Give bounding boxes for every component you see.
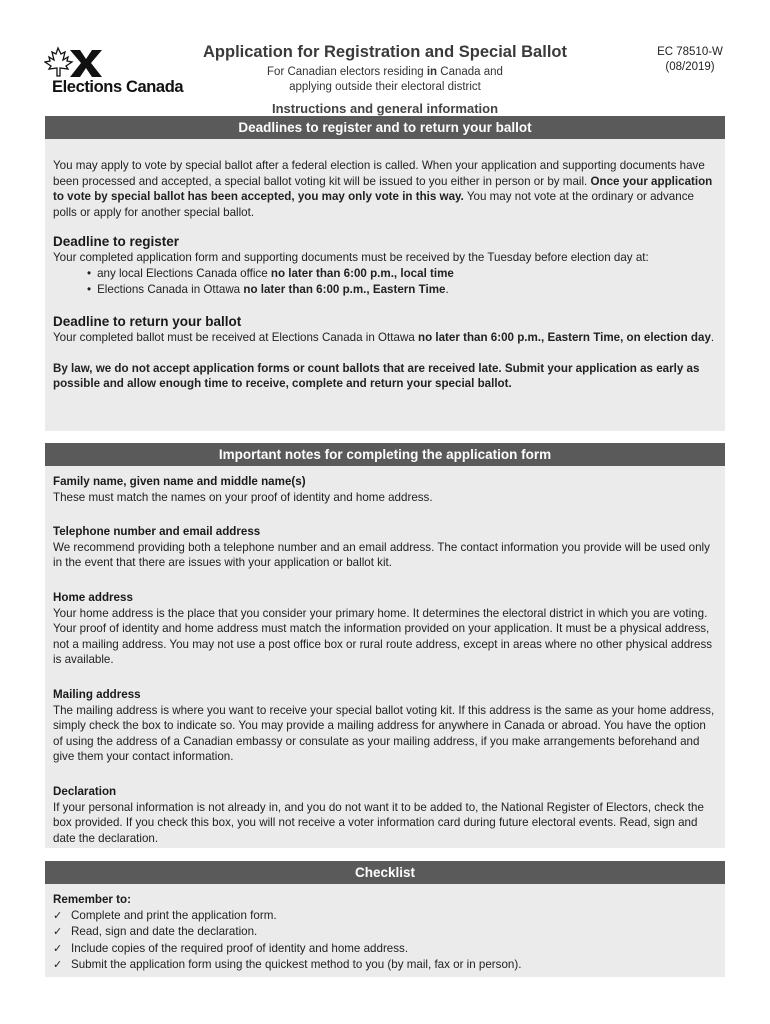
checklist-text: Submit the application form using the quickest method to you (by mail, fax or in person). <box>71 958 522 972</box>
return-emphasis: no later than 6:00 p.m., Eastern Time, on election day <box>417 331 711 345</box>
title-block <box>200 43 570 116</box>
return-text <box>53 330 717 346</box>
checklist-text: Complete and print the application form. <box>71 908 277 922</box>
form-code <box>640 45 740 75</box>
note-heading: Home address <box>53 590 133 604</box>
checklist-items <box>53 908 717 974</box>
section-body <box>45 474 725 846</box>
section-title: Important notes for completing the application form <box>45 443 725 466</box>
page-header <box>0 0 770 116</box>
list-item <box>87 282 717 298</box>
checkmark-icon: ✓ <box>53 926 63 939</box>
checklist-heading: Remember to: <box>53 893 131 906</box>
instructions-heading: Instructions and general information <box>271 101 499 116</box>
note-text: These must match the names on your proof of identity and home address. <box>53 490 433 504</box>
note-item <box>53 687 717 765</box>
intro-text: You may not vote at the ordinary or advance polls or apply for another special ballot. <box>53 190 694 219</box>
intro-paragraph <box>53 158 717 220</box>
bullet-emphasis: no later than 6:00 p.m., Eastern Time <box>243 282 446 296</box>
return-heading: Deadline to return your ballot <box>53 314 242 330</box>
bullet-emphasis: no later than 6:00 p.m., local time <box>270 266 454 280</box>
list-item <box>53 941 717 958</box>
note-text: Your home address is the place that you consider your primary home. It determines the electoral district in which you are voting. Your proof of identity and home address must match the information provided on your application. It must be a physical address, not a mailing address. You may not use a post office box or rural route address, except in areas where no other physical address is available. <box>53 606 713 667</box>
intro-emphasis: Once your application to vote by special ballot has been accepted, you may only vote in this way. <box>53 174 713 204</box>
list-item <box>53 957 717 974</box>
note-heading: Family name, given name and middle name(s) <box>53 475 306 488</box>
page-title: Application for Registration and Special Ballot <box>203 43 567 61</box>
subtitle-text: applying outside their electoral district <box>289 81 481 93</box>
intro-text: You may apply to vote by special ballot after a federal election is called. When your application and supporting documents have been processed and accepted, a special ballot voting kit will be issued to you either in person or by mail. <box>53 159 705 188</box>
note-heading: Declaration <box>53 784 117 798</box>
section-body <box>45 892 725 974</box>
list-item <box>53 924 717 941</box>
section-body <box>45 158 725 392</box>
note-heading: Telephone number and email address <box>53 525 261 539</box>
note-item <box>53 474 717 505</box>
form-number: EC 78510-W <box>657 46 723 58</box>
checkmark-icon: ✓ <box>53 959 63 972</box>
bullet-text: . <box>445 282 449 296</box>
notes-section <box>45 443 725 848</box>
checklist-text: Include copies of the required proof of identity and home address. <box>71 941 409 955</box>
list-item <box>53 908 717 925</box>
note-text: If your personal information is not already in, and you do not want it to be added to, the National Register of Electors, check the box provided. If you check this box, you will not receive a voter information card during future electoral events. Read, sign and date the declaration. <box>53 800 704 845</box>
return-text-part: . <box>710 331 715 345</box>
checkmark-icon: ✓ <box>53 942 63 955</box>
by-law-notice: By law, we do not accept application forms or count ballots that are received late. Submit your application as early as possible and allow enough time to receive, complete and return your special ballot. <box>53 361 700 391</box>
checkmark-icon: ✓ <box>53 909 63 922</box>
note-item <box>53 524 717 571</box>
subtitle-text: For Canadian electors residing <box>267 66 427 78</box>
bullet-text: Elections Canada in Ottawa <box>97 282 244 296</box>
return-text-part: Your completed ballot must be received at Elections Canada in Ottawa <box>53 331 418 345</box>
subtitle-emphasis: in <box>426 66 438 78</box>
register-locations <box>53 266 717 297</box>
note-item <box>53 784 717 846</box>
section-title: Checklist <box>45 861 725 884</box>
section-title: Deadlines to register and to return your ballot <box>45 116 725 139</box>
note-text: We recommend providing both a telephone number and an email address. The contact information you provide will be used only in the event that there are issues with your application or ballot kit. <box>53 540 710 570</box>
maple-leaf-x-icon <box>44 46 104 80</box>
subtitle-text: Canada and <box>437 66 503 78</box>
page-subtitle <box>200 65 570 95</box>
note-heading: Mailing address <box>53 687 141 701</box>
bullet-text: any local Elections Canada office <box>97 266 271 280</box>
checklist-section <box>45 861 725 977</box>
note-item <box>53 590 717 668</box>
logo-text: Elections Canada <box>52 78 184 96</box>
elections-canada-logo <box>44 46 209 96</box>
deadlines-section <box>45 116 725 431</box>
register-heading: Deadline to register <box>53 234 180 250</box>
list-item <box>87 266 717 282</box>
form-date: (08/2019) <box>665 61 715 73</box>
note-text: The mailing address is where you want to receive your special ballot voting kit. If this address is the same as your home address, simply check the box to indicate so. You may provide a mailing address for anywhere in Canada or abroad. You have the option of using the address of a Canadian embassy or consulate as your mailing address, if you make arrangements beforehand and give them your contact information. <box>53 703 715 764</box>
register-text: Your completed application form and supporting documents must be received by the Tuesday before election day at: <box>53 251 649 265</box>
checklist-text: Read, sign and date the declaration. <box>71 925 258 939</box>
